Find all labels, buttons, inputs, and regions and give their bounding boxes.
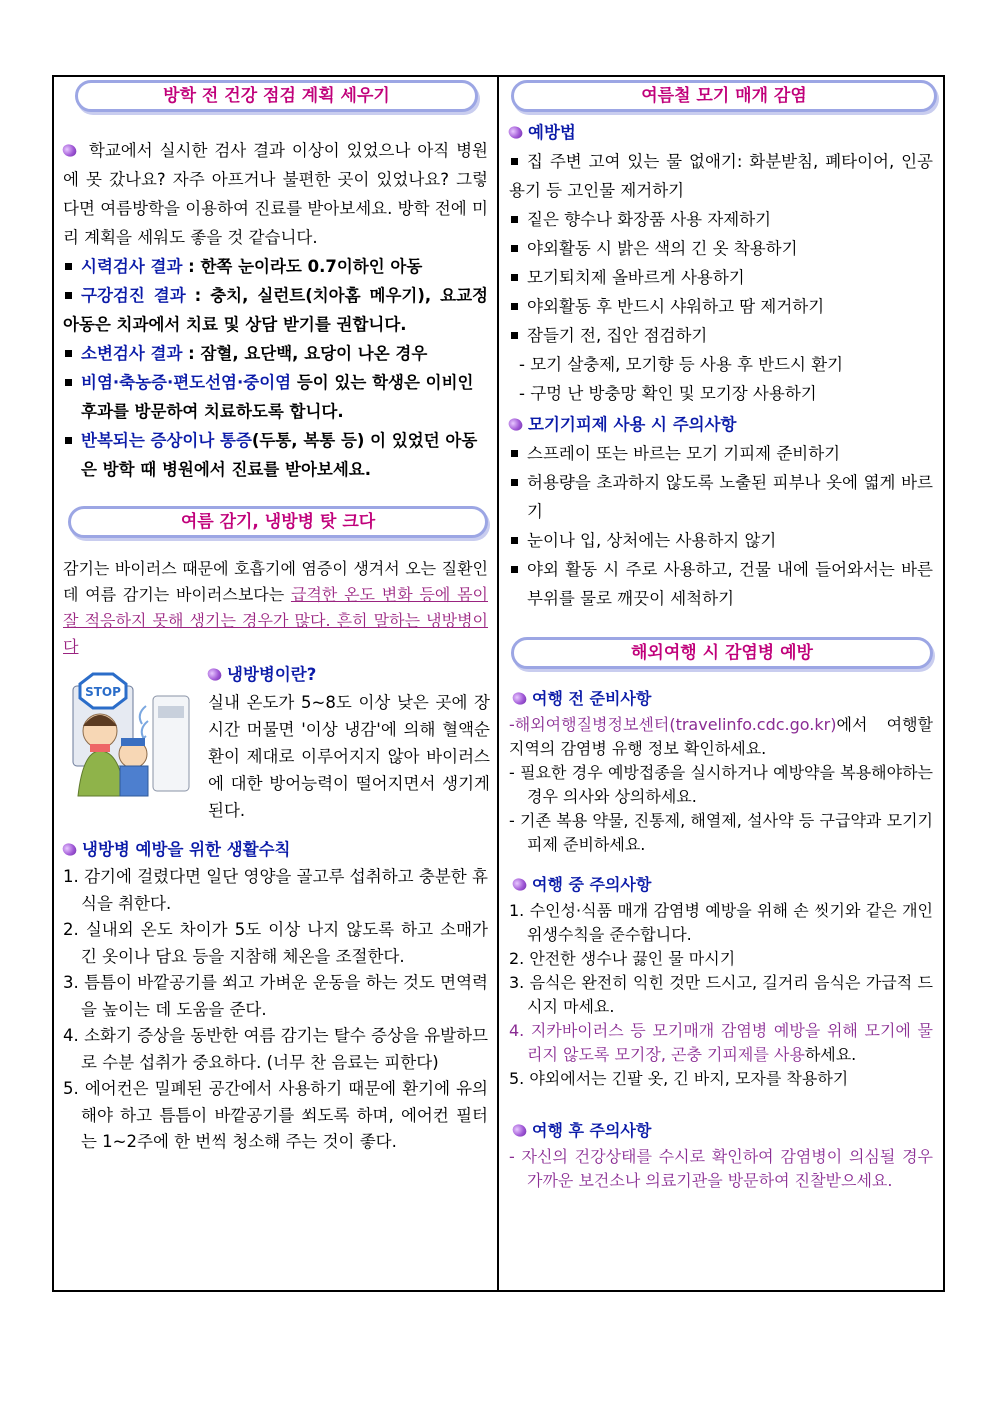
stop-sign [80, 674, 126, 708]
prevent-item: 모기퇴치제 올바르게 사용하기 [509, 263, 933, 292]
gem-icon [511, 1122, 528, 1139]
gem-icon [507, 124, 524, 141]
prevent-dash: - 구멍 난 방충망 확인 및 모기장 사용하기 [519, 384, 817, 403]
after-title: 여행 후 주의사항 [509, 1117, 933, 1145]
banner-health-check [75, 80, 478, 112]
gem-icon [61, 142, 78, 159]
left-column [63, 80, 488, 1156]
cold-intro: 감기는 바이러스 때문에 호흡기에 염증이 생겨서 오는 질환인데 여름 감기는 바이러스보다는 급격한 온도 변화 등에 몸이 잘 적응하지 못해 생기는 경우가 많다. 흔히 말하는 냉방병이다 [63, 559, 488, 656]
check-item: 소변검사 결과 : 잠혈, 요단백, 요당이 나온 경우 [63, 339, 488, 368]
during-item: 2. 안전한 생수나 끓인 물 마시기 [509, 949, 736, 968]
gem-icon [206, 666, 223, 683]
cold-boy-illustration [58, 666, 198, 806]
rule-item: 1. 감기에 걸렸다면 일단 영양을 골고루 섭취하고 충분한 휴식을 취한다. [63, 867, 488, 913]
prevent-item: 짙은 향수나 화장품 사용 자제하기 [509, 205, 933, 234]
before-item: -해외여행질병정보센터(travelinfo.cdc.go.kr)에서 여행할 지역의 감염병 유행 정보 확인하세요. [509, 715, 933, 758]
prevent-item: 야외활동 후 반드시 샤워하고 땀 제거하기 [509, 292, 933, 321]
banner-summer-cold: 여름 감기, 냉방병 탓 크다 [68, 506, 488, 538]
repellent-item: 야외 활동 시 주로 사용하고, 건물 내에 들어와서는 바른 부위를 물로 깨끗이 세척하기 [509, 555, 933, 613]
what-is-text: 실내 온도가 5~8도 이상 낮은 곳에 장시간 머물면 '이상 냉감'에 의해 혈액순환이 제대로 이루어지지 않아 바이러스에 대한 방어능력이 떨어지면서 생기게 된다. [208, 693, 490, 820]
during-title: 여행 중 주의사항 [509, 871, 933, 899]
what-is-box [208, 660, 490, 824]
during-item: 4. 지카바이러스 등 모기매개 감염병 예방을 위해 모기에 물리지 않도록 모기장, 곤충 기피제를 사용하세요. [509, 1021, 933, 1064]
what-is-title: 냉방병이란? [208, 660, 490, 689]
gem-icon [511, 876, 528, 893]
rule-item: 3. 틈틈이 바깥공기를 쐬고 가벼운 운동을 하는 것도 면역력을 높이는 데 도움을 준다. [63, 973, 488, 1019]
column-divider [497, 75, 499, 1292]
during-item: 5. 야외에서는 긴팔 옷, 긴 바지, 모자를 착용하기 [509, 1069, 849, 1088]
after-item: - 자신의 건강상태를 수시로 확인하여 감염병이 의심될 경우 가까운 보건소나 의료기관을 방문하여 진찰받으세요. [509, 1147, 933, 1190]
check-list [63, 252, 488, 484]
svg-text:STOP: STOP [85, 685, 121, 699]
travel-section [509, 685, 933, 1193]
banner-mosquito: 여름철 모기 매개 감염 [511, 80, 937, 112]
illustration-area [63, 666, 488, 826]
check-item: 시력검사 결과 : 한쪽 눈이라도 0.7이하인 아동 [63, 252, 488, 281]
rule-item: 5. 에어컨은 밀폐된 공간에서 사용하기 때문에 환기에 유의해야 하고 틈틈이 바깥공기를 쐬도록 하며, 에어컨 필터는 1~2주에 한 번씩 청소해 주는 것이 좋다. [63, 1079, 488, 1151]
repellent-item: 눈이나 입, 상처에는 사용하지 않기 [509, 526, 933, 555]
rules-list [63, 864, 488, 1156]
before-item: - 필요한 경우 예방접종을 실시하거나 예방약을 복용해야하는 경우 의사와 상의하세요. [509, 763, 933, 806]
before-title: 여행 전 준비사항 [509, 685, 933, 713]
gem-icon [61, 841, 78, 858]
during-item: 3. 음식은 완전히 익힌 것만 드시고, 길거리 음식은 가급적 드시지 마세요. [509, 973, 933, 1016]
check-item: 반복되는 증상이나 통증(두통, 복통 등) 이 있었던 아동은 방학 때 병원에서 진료를 받아보세요. [63, 426, 488, 484]
prevent-item: 집 주변 고여 있는 물 없애기: 화분받침, 폐타이어, 인공용기 등 고인물 제거하기 [509, 152, 933, 200]
before-item: - 기존 복용 약물, 진통제, 해열제, 설사약 등 구급약과 모기기피제 준비하세요. [509, 811, 933, 854]
rule-item: 2. 실내외 온도 차이가 5도 이상 나지 않도록 하고 소매가 긴 옷이나 담요 등을 지참해 체온을 조절한다. [63, 920, 488, 966]
repellent-title: 모기기피제 사용 시 주의사항 [509, 410, 933, 439]
repellent-list [509, 439, 933, 613]
rule-item: 4. 소화기 증상을 동반한 여름 감기는 탈수 증상을 유발하므로 수분 섭취가 중요하다. (너무 찬 음료는 피한다) [63, 1026, 488, 1072]
right-column [509, 80, 933, 1193]
banner-travel: 해외여행 시 감염병 예방 [511, 637, 933, 669]
prevent-item: 잠들기 전, 집안 점검하기 [509, 321, 933, 350]
gem-icon [507, 416, 524, 433]
gem-icon [511, 690, 528, 707]
prevent-item: 야외활동 시 밝은 색의 긴 옷 착용하기 [509, 234, 933, 263]
intro-paragraph: 학교에서 실시한 검사 결과 이상이 있었으나 아직 병원에 못 갔나요? 자주 아프거나 불편한 곳이 있었나요? 그렇다면 여름방학을 이용하여 진료를 받아보세요. 방학 전에 미리 계획을 세워도 좋을 것 같습니다. [63, 141, 488, 247]
rules-title: 냉방병 예방을 위한 생활수칙 [63, 835, 488, 864]
banner-title: 방학 전 건강 점검 계획 세우기 [163, 86, 390, 106]
prevent-dash: - 모기 살충제, 모기향 등 사용 후 반드시 환기 [519, 355, 844, 374]
check-item: 구강검진 결과 : 충치, 실런트(치아홈 메우기), 요교정 아동은 치과에서 치료 및 상담 받기를 권합니다. [63, 286, 488, 334]
prevent-title: 예방법 [509, 118, 933, 147]
repellent-item: 허용량을 초과하지 않도록 노출된 피부나 옷에 엷게 바르기 [509, 468, 933, 526]
prevent-list [509, 147, 933, 408]
repellent-item: 스프레이 또는 바르는 모기 기피제 준비하기 [509, 439, 933, 468]
during-item: 1. 수인성·식품 매개 감염병 예방을 위해 손 씻기와 같은 개인위생수칙을 준수합니다. [509, 901, 933, 944]
check-item: 비염·축농증·편도선염·중이염 등이 있는 학생은 이비인후과를 방문하여 치료하도록 합니다. [63, 368, 488, 426]
